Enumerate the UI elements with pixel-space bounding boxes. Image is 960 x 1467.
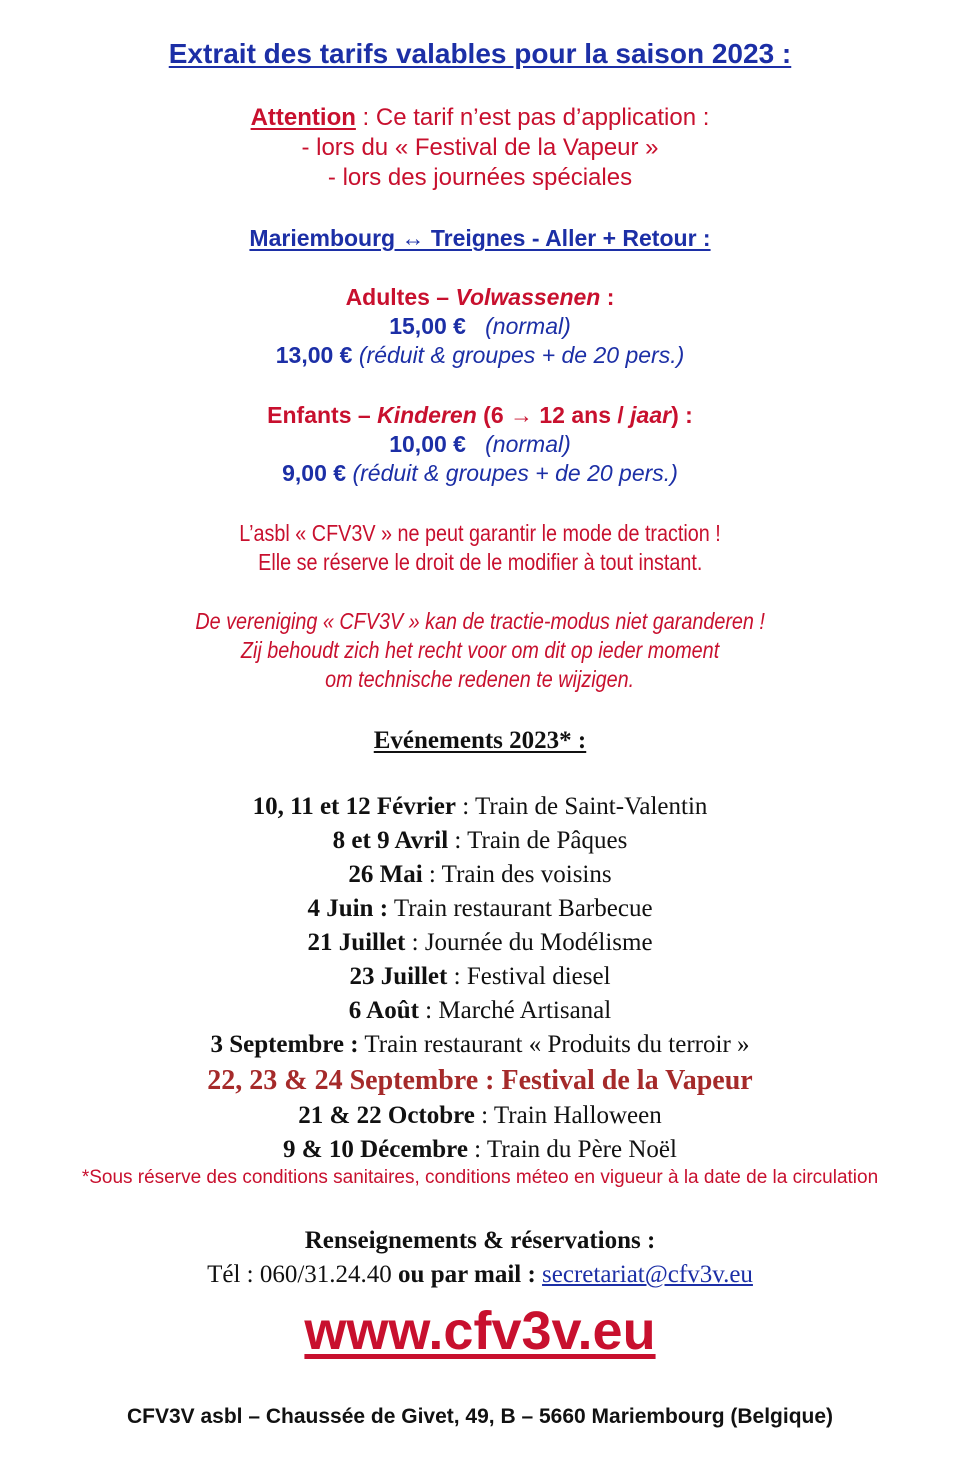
adults-normal-note: (normal) [485, 313, 571, 339]
page-title: Extrait des tarifs valables pour la saison 2023 : [168, 38, 792, 69]
event-name: Train de Saint-Valentin [475, 793, 708, 820]
event-item-highlight: 22, 23 & 24 Septembre : Festival de la Vapeur [207, 1065, 753, 1096]
event-name: Train restaurant Barbecue [393, 895, 653, 922]
adults-reduced-price-line [0, 342, 960, 369]
notice-nl-line [0, 608, 960, 635]
children-label-nl: Kinderen [377, 402, 477, 428]
event-name: Train restaurant « Produits du terroir » [364, 1031, 750, 1058]
event-item [0, 861, 960, 889]
event-date: 21 & 22 Octobre [298, 1102, 475, 1129]
attention-line [0, 104, 960, 132]
event-date: 10, 11 et 12 Février [252, 793, 456, 820]
adults-reduced-price: 13,00 € [275, 342, 353, 368]
children-normal-note: (normal) [485, 431, 571, 457]
event-name: Train de Pâques [467, 827, 628, 854]
event-name: Train du Père Noël [486, 1136, 677, 1163]
adults-label-fr: Adultes [345, 284, 430, 310]
adults-heading [0, 284, 960, 311]
notice-nl-line [0, 666, 960, 693]
notice-nl-text: Zij behoudt zich het recht voor om dit op ieder moment [240, 637, 720, 663]
event-date: 8 et 9 Avril [332, 827, 449, 854]
address-footer: CFV3V asbl – Chaussée de Givet, 49, B – 5660 Mariembourg (Belgique) [126, 1405, 834, 1428]
dash: – [429, 284, 456, 310]
children-reduced-note: (réduit & groupes + de 20 pers.) [352, 460, 678, 486]
children-normal-price: 10,00 € [389, 431, 466, 457]
event-item [0, 793, 960, 821]
notice-nl-text: om technische redenen te wijzigen. [325, 666, 635, 692]
event-separator: : [418, 997, 439, 1024]
colon: : [600, 284, 615, 310]
notice-fr-line [0, 520, 960, 547]
notice-nl-text: De vereniging « CFV3V » kan de tractie-modus niet garanderen ! [195, 608, 765, 634]
event-name: Festival diesel [466, 963, 611, 990]
event-date: 23 Juillet [349, 963, 448, 990]
adults-label-nl: Volwassenen [455, 284, 601, 310]
children-age-nl: jaar [630, 402, 672, 428]
event-date: 21 Juillet [307, 929, 406, 956]
event-item [0, 1136, 960, 1164]
children-label-fr: Enfants [267, 402, 352, 428]
notice-fr-text: Elle se réserve le droit de le modifier à tout instant. [257, 549, 703, 575]
children-heading [0, 402, 960, 429]
event-separator: : [422, 861, 442, 888]
event-item [0, 997, 960, 1025]
notice-fr-line [0, 549, 960, 576]
event-separator: : [448, 827, 468, 854]
event-item [0, 827, 960, 855]
event-separator: : [456, 793, 475, 820]
children-age: (6 → 12 ans / [476, 402, 631, 428]
event-item [0, 1031, 960, 1059]
attention-text: : Ce tarif n’est pas d’application : [355, 104, 710, 131]
event-date: 26 Mai [348, 861, 423, 888]
email-link[interactable]: secretariat@cfv3v.eu [542, 1261, 753, 1288]
event-date: 4 Juin : [307, 895, 389, 922]
event-name: Journée du Modélisme [424, 929, 653, 956]
event-item [0, 895, 960, 923]
event-separator: : [405, 929, 425, 956]
event-name: Marché Artisanal [438, 997, 612, 1024]
children-age-close: ) : [671, 402, 693, 428]
event-item [0, 929, 960, 957]
phone-number: Tél : 060/31.24.40 [207, 1261, 399, 1288]
event-item [0, 963, 960, 991]
route-heading: Mariembourg ↔ Treignes - Aller + Retour : [249, 225, 711, 251]
dash: – [351, 402, 378, 428]
notice-nl-line [0, 637, 960, 664]
event-date: 9 & 10 Décembre [283, 1136, 468, 1163]
event-name: Train Halloween [493, 1102, 662, 1129]
event-separator: : [447, 963, 467, 990]
website-link[interactable]: www.cfv3v.eu [304, 1301, 656, 1361]
attention-label: Attention [250, 104, 356, 131]
attention-item: - lors du « Festival de la Vapeur » [301, 134, 659, 161]
adults-normal-price: 15,00 € [389, 313, 466, 339]
contact-line [0, 1261, 960, 1289]
mail-label: ou par mail : [398, 1261, 536, 1288]
event-date: 6 Août [348, 997, 419, 1024]
adults-reduced-note: (réduit & groupes + de 20 pers.) [358, 342, 685, 368]
adults-normal-price-line [0, 313, 960, 340]
event-separator: : [467, 1136, 487, 1163]
event-date: 3 Septembre : [210, 1031, 359, 1058]
event-item [0, 1102, 960, 1130]
website-line [0, 1300, 960, 1362]
events-footnote: *Sous réserve des conditions sanitaires, conditions méteo en vigueur à la date de la circulation [81, 1167, 879, 1188]
children-reduced-price-line [0, 460, 960, 487]
contact-heading: Renseignements & réservations : [304, 1227, 656, 1254]
notice-fr-text: L’asbl « CFV3V » ne peut garantir le mode de traction ! [239, 520, 721, 546]
children-reduced-price: 9,00 € [282, 460, 347, 486]
event-separator: : [474, 1102, 494, 1129]
children-normal-price-line [0, 431, 960, 458]
attention-item: - lors des journées spéciales [327, 164, 633, 191]
event-name: Train des voisins [441, 861, 612, 888]
events-heading: Evénements 2023* : [373, 727, 587, 754]
